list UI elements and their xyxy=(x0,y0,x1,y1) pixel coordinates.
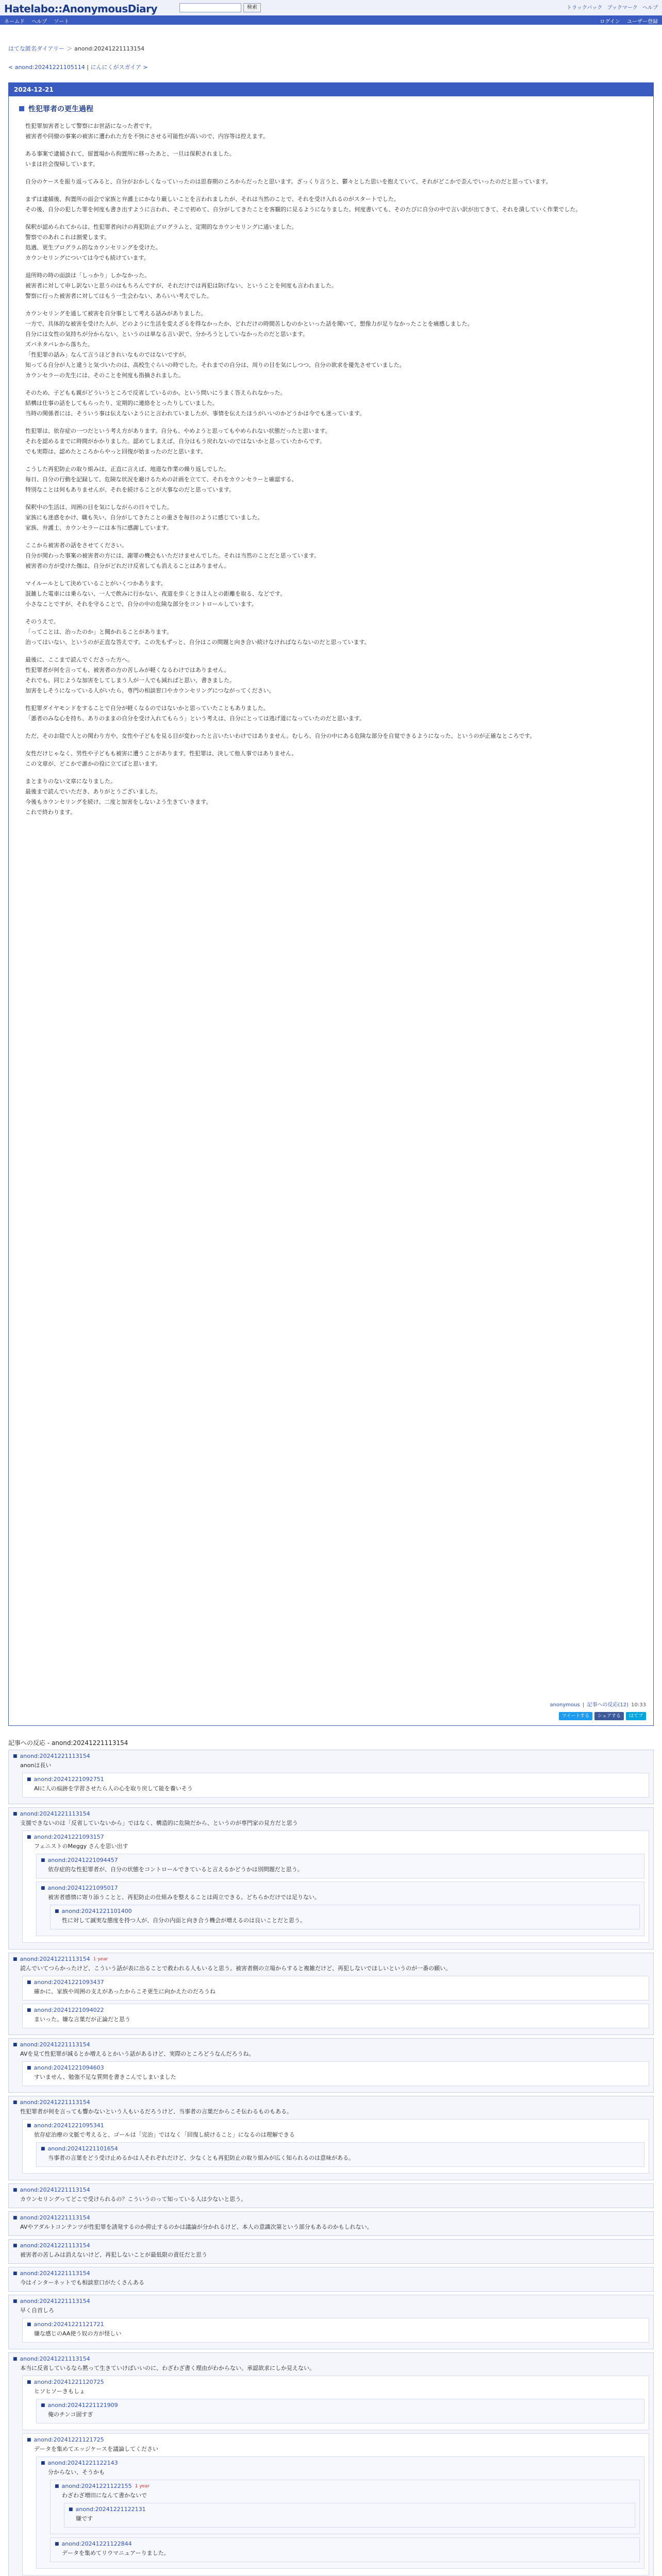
search-button[interactable]: 検索 xyxy=(243,3,261,12)
comment-body xyxy=(27,1840,644,1852)
comment-header xyxy=(13,2270,649,2277)
header-links xyxy=(564,3,658,11)
comment-text: 俺のチンコ固すぎ xyxy=(48,2411,93,2418)
square-bullet-icon: ■ xyxy=(27,2437,31,2443)
pager xyxy=(8,63,148,71)
comment-text: すいません、勉強不足な質問を書きこんでしまいました xyxy=(34,2074,176,2080)
comment-text: わざわざ増田になんて書かないで xyxy=(62,2492,147,2499)
breadcrumb-separator: ＞ xyxy=(67,45,73,52)
square-bullet-icon: ■ xyxy=(13,1811,18,1817)
help-link[interactable]: ヘルプ xyxy=(642,5,658,11)
comment xyxy=(8,2096,654,2180)
comment-body xyxy=(27,2328,644,2339)
comment-replies xyxy=(36,2399,644,2424)
comment-header xyxy=(27,2007,644,2013)
comment-header xyxy=(41,2145,640,2152)
article-paragraph: ここから被害者の話をさせてください。 自分が関わった事案の被害者の方には、謝罪の機会もいただけませんでした。それは当然のことだと思っています。 被害者の方が受けた傷は、自分がどれだけ反省しても消えることはありません。 xyxy=(25,542,320,569)
comment-body xyxy=(55,1914,635,1926)
comment-id-link[interactable]: anond:20241221113154 xyxy=(20,2298,90,2304)
article-paragraph: まずは逮捕後、拘置所の面会で家族と弁護士にかなり厳しいことを言われましたが、それは当然のことで、それを受け入れるのがスタートでした。 その後、自分の犯した罪を何度も書き出すように言われ、そこで初めて、自分がしてきたことを客観的に見るようになりました。何度書いても、そのたびに自分の中で言い訳が出てきて、それを潰していく作業でした。 xyxy=(25,196,582,213)
article xyxy=(8,82,654,1726)
comment-replies xyxy=(22,2376,649,2576)
comment-text: 分からない、そうかも xyxy=(48,2469,105,2476)
article-paragraph: 保釈中の生活は、周囲の目を気にしながらの日々でした。 家族にも迷惑をかけ、職も失い、自分がしてきたことの重さを毎日のように感じていました。 家族、弁護士、カウンセラーには本当に感謝しています。 xyxy=(25,504,263,531)
signup-link[interactable]: ユーザー登録 xyxy=(627,19,658,25)
article-paragraph: 性犯罪ダイヤモンドをすることで自分が軽くなるのではないかと思っていたこともありました。 「悪者のみな心を持ち、ありのままの自分を受け入れてもらう」という考えは、自分にとっては逃げ道になっていたのだと思います。 xyxy=(25,705,365,722)
comment-text: フェニストのMeggy さんを思い出す xyxy=(34,1843,128,1850)
article-paragraph: 退所時の時の面談は「しっかり」しかなかった。 被害者に対して申し訳ないと思うのはもちろんですが、それだけでは再犯は防げない、ということを何度も言われました。 警察に行った被害者に対してはもう一生会わない、あらいい考えでした。 xyxy=(25,272,337,299)
comment-id-link[interactable]: anond:20241221113154 xyxy=(20,2214,90,2221)
comment-text: 支援できないのは「反省していないから」ではなく、構造的に危険だから、というのが専門家の見方だと思う xyxy=(20,1820,298,1826)
comment-body xyxy=(13,2048,649,2059)
comment-body xyxy=(41,2152,640,2163)
comment-body xyxy=(41,2409,640,2420)
comment-id-link[interactable]: anond:20241221113154 xyxy=(20,2099,90,2106)
nav-named[interactable]: ネームド xyxy=(4,19,25,25)
comment-header xyxy=(27,1776,644,1783)
comment-text: 今はインターネットでも相談窓口がたくさんある xyxy=(20,2279,145,2286)
comment-body xyxy=(41,1891,640,1903)
comment-header xyxy=(27,2122,644,2129)
square-bullet-icon: ■ xyxy=(13,1753,18,1759)
comment-header xyxy=(55,2483,635,2489)
comment-replies xyxy=(22,2119,649,2174)
article-paragraph: ある事案で逮捕されて、留置場から拘置所に移ったあと、一旦は保釈されました。 いまは社会復帰しています。 xyxy=(25,150,235,167)
article-paragraph: まとまりのない文章になりました。 最後まで読んでいただき、ありがとうございました。 今後もカウンセリングを続け、二度と加害をしないよう生きていきます。 これで終わります。 xyxy=(25,778,212,816)
next-entry-link[interactable]: にんにくがスガイア > xyxy=(90,64,148,71)
comment-id-link[interactable]: anond:20241221113154 xyxy=(20,2041,90,2048)
comment-header xyxy=(55,2540,635,2547)
comment-body xyxy=(13,2106,649,2117)
comment-text: ヒソヒソーきもしょ xyxy=(34,2388,85,2395)
comment-text: 性犯罪者が何を言っても響かないという人もいるだろうけど、当事者の言葉だからこそ伝わるものもある。 xyxy=(20,2108,292,2115)
comment-text: AVやアダルトコンテンツが性犯罪を誘発するのか抑止するのかは議論が分かれるけど、本人の意識次第という部分もあるのかもしれない。 xyxy=(20,2224,373,2230)
square-bullet-icon: ■ xyxy=(55,2483,59,2489)
article-paragraph: マイルールとして決めていることがいくつかあります。 混雑した電車には乗らない、一人で飲みに行かない、夜道を歩くときは人との距離を取る、などです。 小さなことですが、それを守ることで、自分の中の危険な部分をコントロールしています。 xyxy=(25,580,286,607)
comment-replies xyxy=(22,1831,649,1943)
comment xyxy=(50,2480,640,2534)
square-bullet-icon: ■ xyxy=(27,1776,31,1782)
comment-header xyxy=(13,2242,649,2249)
comment-body xyxy=(55,2547,635,2558)
breadcrumb xyxy=(8,44,144,53)
comment-header xyxy=(41,2402,640,2409)
article-paragraph: 性犯罪加害者として警察にお世話になった者です。 被害者や同僚の事案の被害に遭われた方を不快にさせる可能性が高いので、内容等は控えます。 xyxy=(25,123,269,140)
comment xyxy=(8,2239,654,2264)
article-body xyxy=(9,118,653,818)
meta-separator: | xyxy=(582,1702,585,1708)
comment-id-link[interactable]: anond:20241221113154 xyxy=(20,1810,90,1817)
nav-bar xyxy=(0,15,662,25)
prev-entry-link[interactable]: < anond:20241221105114 xyxy=(8,64,85,71)
comment-body xyxy=(13,2304,649,2316)
comment-text: 当事者の言葉をどう受け止めるかは人それぞれだけど、少なくとも再犯防止の取り組みが広く知られるのは意味がある。 xyxy=(48,2155,354,2161)
comment xyxy=(50,2537,640,2562)
comment xyxy=(22,1831,649,1943)
square-bullet-icon xyxy=(19,106,24,111)
square-bullet-icon: ■ xyxy=(27,1834,31,1840)
comment-id-link[interactable]: anond:20241221095341 xyxy=(34,2122,104,2129)
comment-id-link[interactable]: anond:20241221094603 xyxy=(34,2064,104,2071)
comment-id-link[interactable]: anond:20241221113154 xyxy=(20,2187,90,2193)
comment xyxy=(36,2142,644,2167)
comment-replies xyxy=(50,2480,640,2562)
hatena-bookmark-button[interactable]: はてブ xyxy=(626,1712,646,1720)
comment xyxy=(36,2399,644,2424)
comment-replies xyxy=(36,1854,644,1936)
comment xyxy=(8,2295,654,2349)
square-bullet-icon: ■ xyxy=(13,2298,18,2304)
comment-text: 被害者の苦しみは消えないけど、再犯しないことが最低限の責任だと思う xyxy=(20,2251,207,2258)
trackback-link[interactable]: トラックバック xyxy=(567,5,603,11)
comment-body xyxy=(13,2249,649,2260)
nav-help[interactable]: ヘルプ xyxy=(31,19,47,25)
comment-body xyxy=(27,2071,644,2082)
comment-replies xyxy=(64,2503,635,2528)
comment-text: 本当に反省しているなら黙って生きていけばいいのに、わざわざ書く理由がわからない。承認欲求にしか見えない。 xyxy=(20,2365,315,2371)
comment-id-link[interactable]: anond:20241221120725 xyxy=(34,2379,104,2385)
comment-text: データを集めてリウマニュアーりました。 xyxy=(62,2550,170,2556)
tweet-button[interactable]: ツイートする xyxy=(559,1712,592,1720)
comment xyxy=(22,2119,649,2174)
comment-header xyxy=(55,1908,635,1914)
comment-text: AIに人の痕跡を学習させたら人の心を取り戻して能を養いそう xyxy=(34,1785,193,1792)
comment-id-link[interactable]: anond:20241221092751 xyxy=(34,1776,104,1783)
comment-body xyxy=(27,1783,644,1794)
comment-header xyxy=(13,2041,649,2048)
comment-id-link[interactable]: anond:20241221101654 xyxy=(47,2145,118,2152)
comment xyxy=(22,2433,649,2575)
share-buttons xyxy=(559,1712,646,1720)
article-paragraph: 自分のケースを振り返ってみると、自分がおかしくなっていったのは思春期のころからだったと思います。ざっくり言うと、鬱々とした思いを抱えていて、それがどこかで歪んでいったのだと思っています。 xyxy=(25,178,552,185)
comment-body xyxy=(13,2193,649,2205)
comment-header xyxy=(41,1857,640,1863)
article-paragraph: 性犯罪は、依存症の一つだという考え方があります。自分も、やめようと思ってもやめられない状態だったと思います。 それを認めるまでに時間がかかりました。認めてしまえば、自分はもう戻れないのではないかと思っていたからです。 でも実際は、認めたところからやっと回復が始まったのだと思います。 xyxy=(25,428,331,455)
square-bullet-icon: ■ xyxy=(27,2321,31,2327)
square-bullet-icon: ■ xyxy=(41,1857,45,1863)
comment xyxy=(22,2004,649,2028)
comment-header xyxy=(27,2379,644,2385)
square-bullet-icon: ■ xyxy=(27,2379,31,2385)
comment-header xyxy=(13,2214,649,2221)
comment-replies xyxy=(50,1905,640,1929)
article-title-row xyxy=(9,96,653,118)
comment-text: 依存症的な性犯罪者が、自分の状態をコントロールできていると言えるかどうかは別問題だと思う。 xyxy=(48,1866,303,1873)
comment-header xyxy=(27,2321,644,2328)
comment xyxy=(8,2211,654,2236)
comment-header xyxy=(13,2355,649,2362)
comment-id-link[interactable]: anond:20241221121721 xyxy=(34,2321,104,2328)
comment-header xyxy=(41,2460,640,2466)
comments-heading: 記事への反応 - anond:20241221113154 xyxy=(8,1739,128,1747)
comment xyxy=(8,1807,654,1950)
article-title[interactable]: 性犯罪者の更生過程 xyxy=(28,105,93,113)
square-bullet-icon: ■ xyxy=(27,2123,31,2128)
comment-id-link[interactable]: anond:20241221101400 xyxy=(61,1908,132,1914)
square-bullet-icon: ■ xyxy=(69,2506,73,2512)
comment-id-link[interactable]: anond:20241221122131 xyxy=(75,2506,146,2513)
site-logo[interactable]: Hatelabo::AnonymousDiary xyxy=(4,3,158,15)
nav-left xyxy=(4,17,74,25)
comment-header xyxy=(27,2436,644,2443)
comment-text: 早く自首しろ xyxy=(20,2307,54,2314)
comment-id-link[interactable]: anond:20241221113154 xyxy=(20,1753,90,1759)
article-paragraph: そのため、子どもも親がどういうところで反省しているのか。という問いにうまく答えられなかった。 結構は仕事の話をしてもらったり、定期的に連絡をとったりしていました。 当時の関係者には、そういう事は伝えないようにと言われていましたが、事情を伝えたほうがいいのかどうかは今でも迷っています。 xyxy=(25,389,366,417)
comment-replies xyxy=(36,2456,644,2569)
comment-header xyxy=(13,2099,649,2106)
comment-id-link[interactable]: anond:20241221095017 xyxy=(47,1885,118,1891)
comment-body xyxy=(13,1817,649,1828)
comment-body xyxy=(13,2362,649,2374)
login-link[interactable]: ログイン xyxy=(600,19,620,25)
comment xyxy=(8,2038,654,2093)
comment-id-link[interactable]: anond:20241221121909 xyxy=(47,2402,118,2409)
comment-header xyxy=(27,1834,644,1840)
comment-id-link[interactable]: anond:20241221093437 xyxy=(34,1979,104,1986)
comment-body xyxy=(13,1759,649,1771)
comment-body xyxy=(13,2221,649,2232)
comment xyxy=(8,1750,654,1804)
post-time: 10:33 xyxy=(631,1702,646,1708)
comment-body xyxy=(27,2443,644,2454)
comment-id-link[interactable]: anond:20241221122155 xyxy=(61,2483,132,2489)
comment-body xyxy=(13,2277,649,2288)
comment xyxy=(36,1882,644,1936)
author-link[interactable]: anonymous xyxy=(550,1702,580,1708)
facebook-share-button[interactable]: シェアする xyxy=(594,1712,624,1720)
comment-text: 性に対して誠実な態度を持つ人が、自分の内面と向き合う機会が増えるのは良いことだと思う。 xyxy=(62,1917,306,1924)
comment-id-link[interactable]: anond:20241221093157 xyxy=(34,1834,104,1840)
comment-age-badge: 1 year xyxy=(93,1956,108,1962)
square-bullet-icon: ■ xyxy=(41,2146,45,2151)
comment-text: 嫌です xyxy=(76,2515,93,2522)
breadcrumb-current: anond:20241221113154 xyxy=(74,45,145,52)
comment-body xyxy=(27,2013,644,2025)
article-paragraph: カウンセリングを通して被害を自分事として考える話みがありました。 一方で、具体的な被害を受けた人が、どのように生活を変えざるを得なかったか、どれだけの時間苦しむのかといった話を聞いて、想像力が足りなかったことを痛感しました。 自分には女性の気持ちが分からない、というのは単なる言い訳で、分かろうとしていなかったのだと思います。 ズバネタバレから落ちた。 「性犯罪の話み」なんて言うほどきれいなものではないですが。 知ってる自分が人と違うと気づいたのは、高校生ぐらいの時でした。それまでの自分は、周りの目を気にしつつ、自分の欲求を優先させていました。 カウンセラーの先生には、そのことを何度も指摘されました。 xyxy=(25,310,473,379)
comment xyxy=(22,2061,649,2086)
comment-header xyxy=(27,2064,644,2071)
square-bullet-icon: ■ xyxy=(55,2541,59,2547)
comment-body xyxy=(27,1986,644,1997)
comment-header xyxy=(13,2298,649,2304)
comment-id-link[interactable]: anond:20241221094022 xyxy=(34,2007,104,2013)
comment-id-link[interactable]: anond:20241221121725 xyxy=(34,2436,104,2443)
article-paragraph: こうした再犯防止の取り組みは、正直に言えば、地道な作業の繰り返しでした。 毎日、自分の行動を記録して、危険な状況を避けるための計画を立てて、それをカウンセラーと確認する。 特別なことは何もありませんが、それを続けることが大事なのだと思っています。 xyxy=(25,466,297,493)
comment xyxy=(8,1953,654,2035)
comment-header xyxy=(13,1753,649,1759)
comment xyxy=(8,2267,654,2292)
square-bullet-icon: ■ xyxy=(13,2099,18,2105)
comment-id-link[interactable]: anond:20241221113154 xyxy=(20,1956,90,1962)
comment-header xyxy=(13,2187,649,2193)
square-bullet-icon: ■ xyxy=(13,2270,18,2276)
bookmark-link[interactable]: ブックマーク xyxy=(607,5,638,11)
comment-body xyxy=(69,2513,631,2524)
article-paragraph: 最後に、ここまで読んでくださった方へ。 性犯罪者が何を言っても、被害者の方の苦しみが軽くなるわけではありません。 それでも、同じような加害をしてしまう人が一人でも減ればと思い、書きました。 加害をしそうになっている人がいたら、専門の相談窓口やカウンセリングにつながってください。 xyxy=(25,656,275,694)
square-bullet-icon: ■ xyxy=(41,2402,45,2408)
article-paragraph: そのうえで。 「ってことは、治ったのか」と聞かれることがあります。 治ってはいない、というのが正直な答えです。この先もずっと、自分はこの問題と向き合い続けなければならないのだと思っています。 xyxy=(25,618,370,646)
comment-text: まいった。嫌な言葉だが正論だと思う xyxy=(34,2016,130,2023)
comment-replies xyxy=(22,2318,649,2343)
square-bullet-icon: ■ xyxy=(13,2187,18,2193)
article-date: 2024-12-21 xyxy=(9,83,653,96)
article-paragraph: 保釈が認められてからは、性犯罪者向けの再犯防止プログラムと、定期的なカウンセリングに通いました。 警察でのあれこれは割愛します。 処遇、更生プログラム的なカウンセリングを受けた。 カウンセリングについては今でも続けています。 xyxy=(25,224,297,261)
comment-id-link[interactable]: anond:20241221094457 xyxy=(47,1857,118,1863)
comment-text: データを集めてエッジケースを議論してください xyxy=(34,2446,159,2452)
square-bullet-icon: ■ xyxy=(41,1885,45,1891)
comment-replies xyxy=(36,2142,644,2167)
comment xyxy=(22,1976,649,2001)
comment xyxy=(22,2318,649,2343)
comment-header xyxy=(27,1979,644,1986)
nav-right xyxy=(594,17,658,25)
square-bullet-icon: ■ xyxy=(13,2215,18,2221)
comment-body xyxy=(55,2489,635,2501)
comment-text: AVを見て性犯罪が減るとか増えるとかいう話があるけど、実際のところどうなんだろうね。 xyxy=(20,2050,255,2057)
comment-id-link[interactable]: anond:20241221113154 xyxy=(20,2355,90,2362)
comment-text: anonは長い xyxy=(20,1762,52,1769)
comment xyxy=(22,1773,649,1798)
comment-text: 嫌な感じのAA使う奴の方が怪しい xyxy=(34,2330,122,2337)
comment xyxy=(36,1854,644,1878)
pager-separator: | xyxy=(87,64,89,71)
comment-id-link[interactable]: anond:20241221122844 xyxy=(61,2540,132,2547)
square-bullet-icon: ■ xyxy=(55,1908,59,1914)
comment-body xyxy=(41,1863,640,1875)
comment-replies xyxy=(22,1773,649,1798)
comment-body xyxy=(41,2466,640,2478)
article-paragraph: 女性だけじゃなく、男性や子どもも被害に遭うことがあります。性犯罪は、決して他人事ではありません。 この文章が、どこかで誰かの役に立てばと思います。 xyxy=(25,750,297,767)
comment-header xyxy=(41,1885,640,1891)
comment-text: 確かに、家族や周囲の支えがあったからこそ更生に向かえたのだろうね xyxy=(34,1988,216,1995)
comment-text: 読んでいてつらかったけど、こういう話が表に出ることで救われる人もいると思う。被害者側の立場からすると複雑だけど、再犯しないでほしいというのが一番の願い。 xyxy=(20,1965,451,1972)
square-bullet-icon: ■ xyxy=(41,2460,45,2466)
comment-body xyxy=(27,2129,644,2140)
comment-header xyxy=(69,2506,631,2513)
comment xyxy=(36,2456,644,2569)
square-bullet-icon: ■ xyxy=(13,2243,18,2248)
reactions-link[interactable]: 記事への反応(12) xyxy=(587,1702,628,1708)
comment-text: 被害者感情に寄り添うことと、再犯防止の仕組みを整えることは両立できる。どちらかだけでは足りない。 xyxy=(48,1894,320,1901)
comment-body xyxy=(13,1962,649,1974)
article-meta xyxy=(549,1700,646,1708)
comment-header xyxy=(13,1810,649,1817)
square-bullet-icon: ■ xyxy=(13,2356,18,2362)
comment-id-link[interactable]: anond:20241221122143 xyxy=(47,2460,118,2466)
article-paragraph: ただ、そのお陰で人との関わり方や、女性や子どもを見る目が変わったと言いたいわけではありません。むしろ、自分の中にある危険な部分を自覚できるようになった、というのが正確なところです。 xyxy=(25,733,536,739)
comments-thread xyxy=(8,1750,654,2576)
breadcrumb-home[interactable]: はてな匿名ダイアリー xyxy=(8,45,65,52)
comment-id-link[interactable]: anond:20241221113154 xyxy=(20,2242,90,2249)
square-bullet-icon: ■ xyxy=(27,1979,31,1985)
comment-replies xyxy=(22,2061,649,2086)
search-input[interactable] xyxy=(179,3,241,12)
comment xyxy=(22,2376,649,2430)
comment-text: 依存症治療の文脈で考えると、ゴールは「完治」ではなく「回復し続けること」になるのは理解できる xyxy=(34,2131,295,2138)
comment xyxy=(50,1905,640,1929)
square-bullet-icon: ■ xyxy=(27,2065,31,2071)
site-header xyxy=(0,0,662,25)
comment-text: カウンセリングってどこで受けられるの？こういうのって知っている人は少ないと思う。 xyxy=(20,2196,247,2202)
square-bullet-icon: ■ xyxy=(13,1956,18,1962)
comment-id-link[interactable]: anond:20241221113154 xyxy=(20,2270,90,2277)
nav-sort[interactable]: ソート xyxy=(54,19,70,25)
square-bullet-icon: ■ xyxy=(13,2042,18,2047)
square-bullet-icon: ■ xyxy=(27,2007,31,2013)
comment-replies xyxy=(22,1976,649,2028)
comment-age-badge: 1 year xyxy=(135,2483,150,2489)
comment xyxy=(64,2503,635,2528)
comment xyxy=(8,2183,654,2208)
comment-header xyxy=(13,1956,649,1962)
comment xyxy=(8,2352,654,2576)
comment-body xyxy=(27,2385,644,2397)
